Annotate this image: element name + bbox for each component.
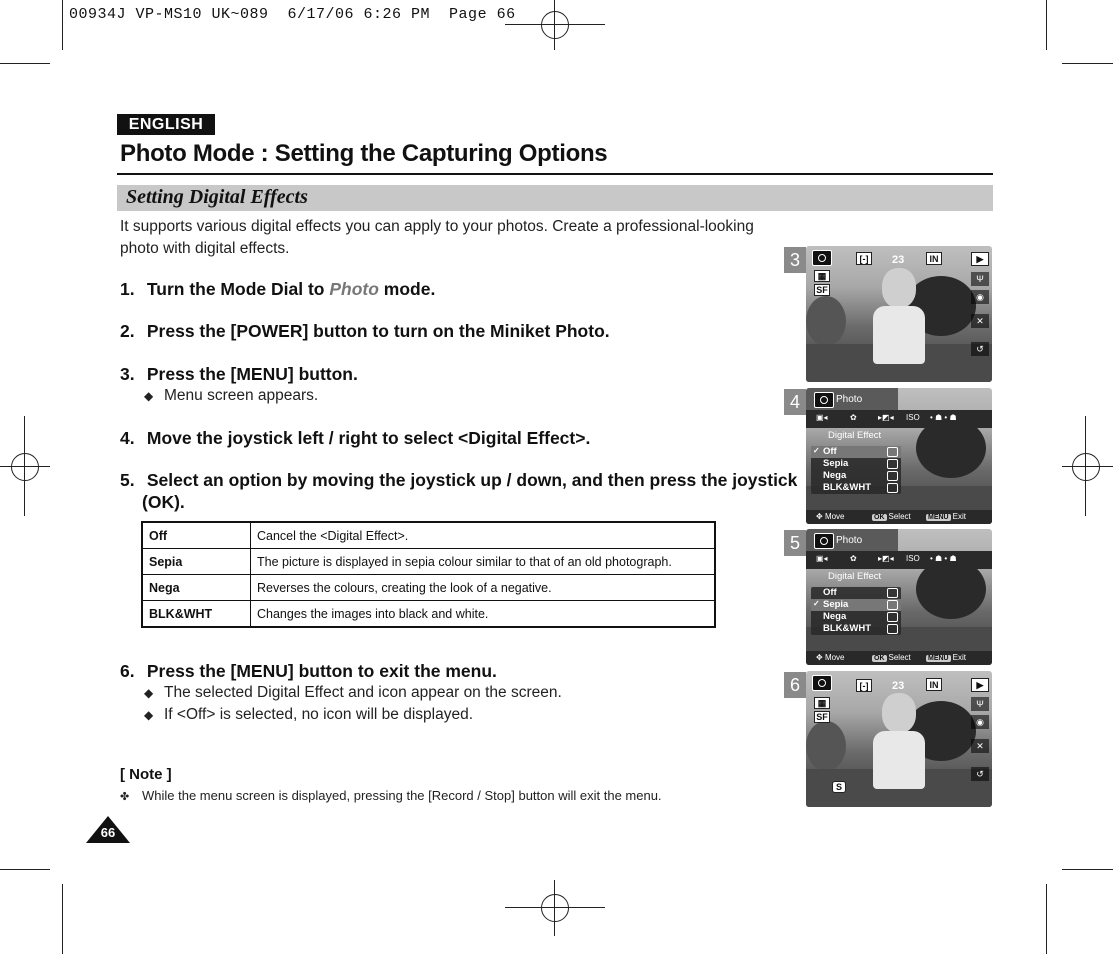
tab-scene-icon: ▣◂	[816, 413, 828, 422]
step-2	[120, 321, 610, 342]
menu-item-blk-wht[interactable]	[811, 623, 901, 635]
step-text: Turn the Mode Dial to	[146, 279, 330, 299]
step-number: 1.	[120, 279, 135, 299]
memory-icon: IN	[926, 252, 942, 265]
menu-item-label: BLK&WHT	[823, 482, 872, 493]
step-text: Press the [POWER] button to turn on the Miniket Photo.	[146, 321, 610, 341]
camera-menu-screen	[806, 388, 992, 524]
note-body: While the menu screen is displayed, pressing the [Record / Stop] button will exit the menu.	[142, 788, 662, 803]
step-number: 6.	[120, 661, 135, 681]
step-text: Press the [MENU] button.	[146, 364, 358, 384]
bullet-text: Menu screen appears.	[164, 387, 319, 404]
timer-icon: ↺	[971, 767, 989, 781]
step-number: 3.	[120, 364, 135, 384]
effect-nega-icon	[887, 612, 898, 622]
step-3	[120, 364, 358, 385]
intro-text: It supports various digital effects you can apply to your photos. Create a professional-looking photo with digital effects.	[120, 218, 754, 257]
table-row	[142, 522, 715, 549]
digital-effect-options-table	[141, 521, 716, 628]
menu-item-label: Off	[823, 587, 837, 598]
camera-screen-preview	[806, 246, 992, 382]
menu-subtitle: Digital Effect	[828, 571, 882, 582]
tab-white-balance-icon: • ☗ • ☗	[930, 554, 957, 563]
note-text	[120, 788, 662, 803]
effect-off-icon	[887, 588, 898, 598]
print-header: 00934J VP-MS10 UK~089 6/17/06 6:26 PM Page 66	[69, 6, 516, 23]
step-text: Move the joystick left / right to select <Digital Effect>.	[146, 428, 591, 448]
flash-icon: Ψ	[971, 697, 989, 711]
menu-item-label: Off	[823, 446, 837, 457]
mute-icon: ✕	[971, 739, 989, 753]
option-description: Reverses the colours, creating the look of a negative.	[251, 575, 716, 601]
menu-item-blk-wht[interactable]	[811, 482, 901, 494]
effect-option-list	[811, 446, 901, 494]
step-5	[120, 470, 797, 491]
menu-item-off[interactable]	[811, 587, 901, 599]
crop-mark	[0, 63, 50, 64]
timer-icon: ↺	[971, 342, 989, 356]
table-row	[142, 549, 715, 575]
section-header	[117, 185, 993, 211]
tab-iso: ISO	[906, 413, 920, 422]
effect-option-list	[811, 587, 901, 635]
menu-tab-strip	[806, 551, 992, 569]
menu-title: Photo	[836, 535, 863, 546]
menu-key: MENU	[928, 514, 949, 521]
quality-icon: SF	[814, 284, 830, 296]
menu-item-label: Sepia	[823, 599, 849, 610]
tab-digital-effect-icon: ✿	[850, 413, 857, 422]
camera-mode-icon	[812, 250, 832, 266]
menu-item-sepia[interactable]	[811, 599, 901, 611]
crop-mark	[1062, 869, 1113, 870]
footer-select: Select	[888, 512, 911, 521]
eye-icon: ◉	[971, 290, 989, 304]
tab-white-balance-icon: • ☗ • ☗	[930, 413, 957, 422]
resolution-icon: ▦	[814, 270, 830, 282]
camera-menu-screen	[806, 529, 992, 665]
footer-select: Select	[888, 653, 911, 662]
title-divider	[117, 173, 993, 175]
shots-remaining: 23	[892, 680, 905, 692]
table-row	[142, 575, 715, 601]
sepia-effect-icon: S	[832, 781, 846, 793]
note-title: [ Note ]	[120, 766, 172, 783]
footer-move: Move	[824, 653, 845, 662]
panel-number: 3	[784, 247, 806, 273]
step-3-bullet	[144, 387, 318, 405]
option-name: BLK&WHT	[142, 601, 251, 628]
menu-item-off[interactable]	[811, 446, 901, 458]
menu-footer	[806, 510, 992, 524]
shots-remaining: 23	[892, 254, 905, 266]
step-5-continued	[142, 492, 185, 513]
menu-title: Photo	[836, 394, 863, 405]
menu-item-nega[interactable]	[811, 470, 901, 482]
menu-key: MENU	[928, 655, 949, 662]
camera-mode-icon	[812, 675, 832, 691]
bullet-text: The selected Digital Effect and icon appear on the screen.	[164, 684, 562, 701]
crop-mark	[1062, 63, 1113, 64]
tab-iso: ISO	[906, 554, 920, 563]
check-icon: ✓	[813, 599, 820, 608]
step-6-bullet	[144, 706, 473, 724]
step-text: (OK).	[142, 492, 185, 512]
diamond-bullet-icon: ◆	[144, 708, 154, 722]
menu-item-label: Sepia	[823, 458, 849, 469]
step-1	[120, 279, 435, 300]
camera-screen-preview	[806, 671, 992, 807]
table-row	[142, 601, 715, 628]
menu-item-sepia[interactable]	[811, 458, 901, 470]
option-name: Off	[142, 522, 251, 549]
menu-item-label: BLK&WHT	[823, 623, 872, 634]
effect-sepia-icon	[887, 459, 898, 469]
tab-exposure-icon: ▸◩◂	[878, 413, 894, 422]
step-number: 4.	[120, 428, 135, 448]
option-name: Nega	[142, 575, 251, 601]
tab-scene-icon: ▣◂	[816, 554, 828, 563]
menu-item-nega[interactable]	[811, 611, 901, 623]
crop-mark	[0, 869, 50, 870]
step-text: mode.	[378, 279, 436, 299]
option-name: Sepia	[142, 549, 251, 575]
resolution-icon: ▦	[814, 697, 830, 709]
crop-mark	[1046, 0, 1047, 50]
step-emphasis: Photo	[329, 279, 379, 299]
bullet-text: If <Off> is selected, no icon will be displayed.	[164, 706, 474, 723]
menu-subtitle: Digital Effect	[828, 430, 882, 441]
panel-number: 6	[784, 672, 806, 698]
effect-off-icon	[887, 447, 898, 457]
memory-icon: IN	[926, 678, 942, 691]
menu-footer	[806, 651, 992, 665]
focus-frame-icon: [-]	[856, 252, 872, 265]
tab-exposure-icon: ▸◩◂	[878, 554, 894, 563]
playback-icon: ▶	[971, 678, 989, 692]
section-title: Setting Digital Effects	[126, 186, 308, 208]
step-number: 2.	[120, 321, 135, 341]
ok-key: OK	[874, 514, 885, 521]
tab-digital-effect-icon: ✿	[850, 554, 857, 563]
step-4	[120, 428, 590, 449]
effect-bw-icon	[887, 483, 898, 493]
playback-icon: ▶	[971, 252, 989, 266]
check-icon: ✓	[813, 446, 820, 455]
mute-icon: ✕	[971, 314, 989, 328]
camera-mode-icon	[814, 533, 834, 549]
option-description: The picture is displayed in sepia colour similar to that of an old photograph.	[251, 549, 716, 575]
effect-sepia-icon	[887, 600, 898, 610]
crop-mark	[62, 0, 63, 50]
menu-item-label: Nega	[823, 470, 847, 481]
quality-icon: SF	[814, 711, 830, 723]
panel-number: 4	[784, 389, 806, 415]
focus-frame-icon: [-]	[856, 679, 872, 692]
step-6	[120, 661, 497, 682]
joystick-icon: ✥	[816, 512, 825, 521]
diamond-bullet-icon: ◆	[144, 686, 154, 700]
effect-bw-icon	[887, 624, 898, 634]
page-number: 66	[100, 825, 116, 840]
eye-icon: ◉	[971, 715, 989, 729]
footer-exit: Exit	[952, 512, 966, 521]
option-description: Changes the images into black and white.	[251, 601, 716, 628]
step-text: Press the [MENU] button to exit the menu.	[146, 661, 497, 681]
crop-mark	[62, 884, 63, 954]
note-marker-icon: ✤	[120, 791, 130, 803]
menu-tab-strip	[806, 410, 992, 428]
effect-nega-icon	[887, 471, 898, 481]
crop-mark	[1046, 884, 1047, 954]
flash-icon: Ψ	[971, 272, 989, 286]
diamond-bullet-icon: ◆	[144, 389, 154, 403]
camera-mode-icon	[814, 392, 834, 408]
menu-item-label: Nega	[823, 611, 847, 622]
joystick-icon: ✥	[816, 653, 825, 662]
option-description: Cancel the <Digital Effect>.	[251, 522, 716, 549]
step-number: 5.	[120, 470, 135, 490]
step-6-bullet	[144, 684, 562, 702]
ok-key: OK	[874, 655, 885, 662]
page-title: Photo Mode : Setting the Capturing Options	[120, 140, 608, 167]
footer-move: Move	[824, 512, 845, 521]
step-text: Select an option by moving the joystick up / down, and then press the joystick	[146, 470, 798, 490]
footer-exit: Exit	[952, 653, 966, 662]
language-badge: ENGLISH	[117, 114, 215, 135]
panel-number: 5	[784, 530, 806, 556]
